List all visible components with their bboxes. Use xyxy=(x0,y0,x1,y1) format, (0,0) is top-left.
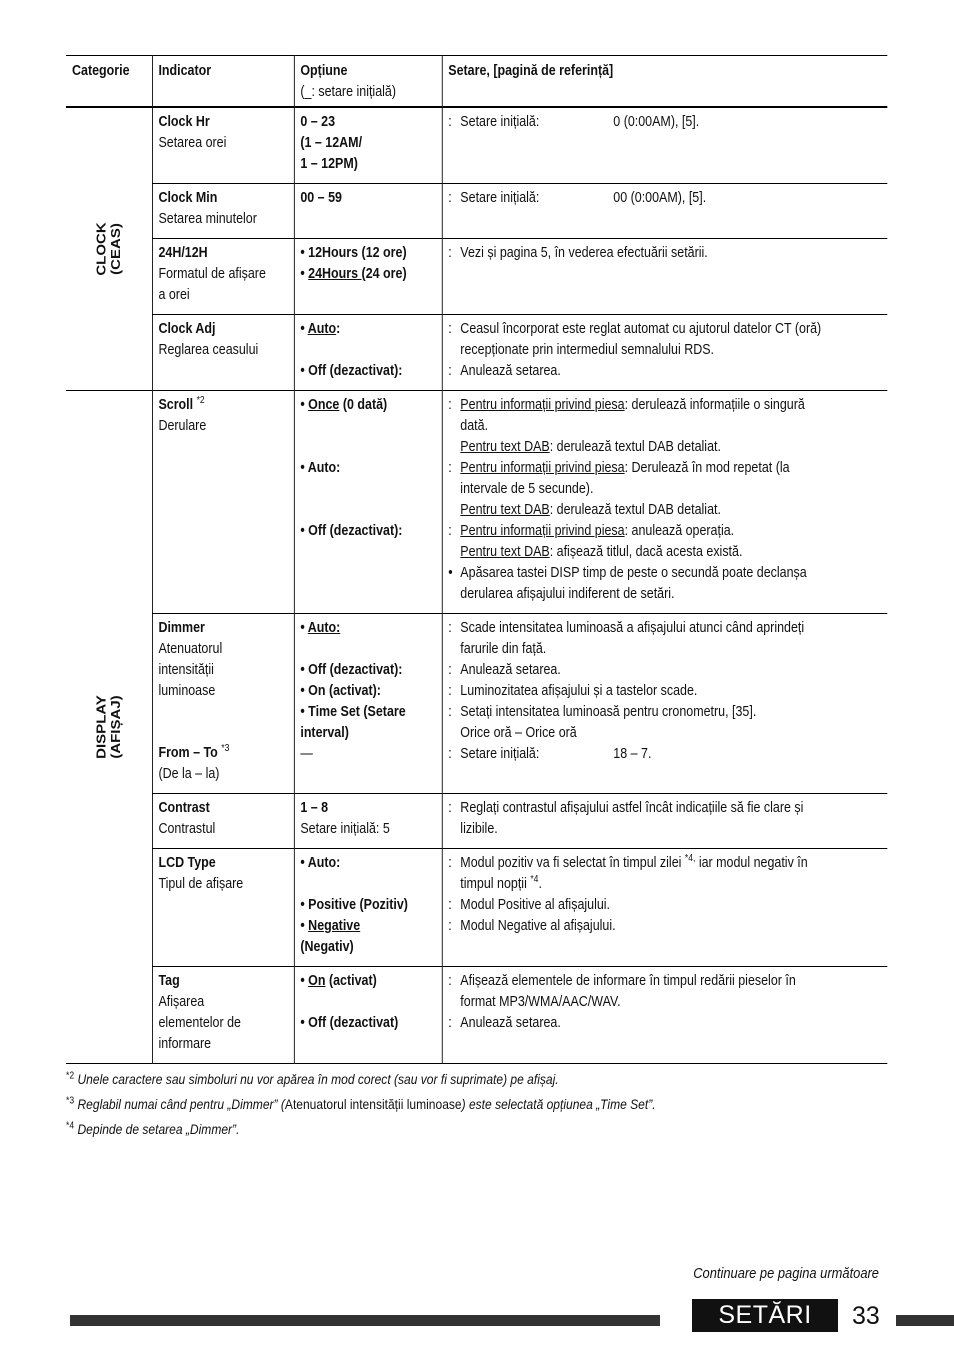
setting-text: intervale de 5 secunde). xyxy=(460,481,594,497)
setting-contrast: : Reglați contrastul afișajului astfel încât indicațiile să fie clare și lizibile. xyxy=(442,794,887,849)
setting-text: Anulează setarea. xyxy=(460,1015,561,1031)
footer-bar-right xyxy=(896,1315,954,1326)
option-dimmer: • Auto: • Off (dezactivat): • On (activat): • Time Set (Setare interval) — xyxy=(294,614,442,794)
option-lcd-type: • Auto: • Positive (Pozitiv) • Negative (Negativ) xyxy=(294,849,442,967)
indicator-lcd-type xyxy=(152,849,294,967)
footnote-ref: *4 xyxy=(530,874,539,886)
option-suffix: : xyxy=(336,321,341,337)
footnote-text: Atenuatorul intensității luminoase xyxy=(284,1096,462,1112)
table-header-row xyxy=(66,56,887,108)
setting-text: Anulează setarea. xyxy=(460,363,561,379)
indicator-tag xyxy=(152,967,294,1064)
option-line: 00 – 59 xyxy=(300,190,342,206)
category-clock xyxy=(66,107,152,391)
option-auto: Auto: xyxy=(307,855,341,871)
footnote-mark: *2 xyxy=(66,1070,75,1082)
setting-text: Modul pozitiv va fi selectat în timpul zilei xyxy=(460,855,685,871)
indicator-clock-hr xyxy=(152,107,294,184)
option-scroll: • Once (0 dată) • Auto: • Off (dezactivat): xyxy=(294,391,442,614)
category-clock-line2: (CEAS) xyxy=(108,223,124,275)
option-clock-hr xyxy=(294,107,442,184)
option-off: Off (dezactivat): xyxy=(308,662,403,678)
table-row-clock-hr xyxy=(66,107,887,184)
setting-text: : afișează titlul, dacă acesta există. xyxy=(549,544,743,560)
setting-value: 18 – 7. xyxy=(613,746,652,762)
category-display-line1: DISPLAY xyxy=(94,695,109,759)
setting-24h: : Vezi și pagina 5, în vederea efectuării setării. xyxy=(442,239,887,315)
label-dab: Pentru text DAB xyxy=(460,502,550,518)
option-suffix: (0 dată) xyxy=(339,397,388,413)
option-tag: • On (activat) • Off (dezactivat) xyxy=(294,967,442,1064)
setting-text: . xyxy=(538,876,542,892)
indicator-title: Clock Hr xyxy=(158,114,210,130)
footnote-ref: *3 xyxy=(221,743,230,755)
option-line: 1 – 12PM) xyxy=(300,156,358,172)
option-auto: Auto xyxy=(307,321,337,337)
setting-text: farurile din față. xyxy=(460,641,547,657)
footer-bar-left xyxy=(70,1315,660,1326)
setting-clock-min: : Setare inițială: 00 (0:00AM), [5]. xyxy=(442,184,887,239)
continue-note: Continuare pe pagina următoare xyxy=(693,1265,879,1282)
footnote-text: Reglabil numai când pentru „Dimmer” ( xyxy=(77,1096,285,1112)
setting-text: recepționate prin intermediul semnalului RDS. xyxy=(460,342,714,358)
option-contrast xyxy=(294,794,442,849)
option-off: Off (dezactivat) xyxy=(308,1015,399,1031)
label-piesa: Pentru informații privind piesa xyxy=(460,523,625,539)
setting-text: Luminozitatea afișajului și a tastelor scade. xyxy=(460,683,698,699)
setting-text: : derulează informațiile o singură xyxy=(624,397,805,413)
category-clock-label xyxy=(94,222,123,275)
option-on: On (activat): xyxy=(308,683,381,699)
header-indicator: Indicator xyxy=(152,56,294,108)
indicator-24h xyxy=(152,239,294,315)
header-setare: Setare, [pagină de referință] xyxy=(442,56,887,108)
category-display xyxy=(66,391,152,1064)
table-row-clock-adj xyxy=(66,315,887,391)
setting-text: Reglați contrastul afișajului astfel încât indicațiile să fie clare și xyxy=(460,800,804,816)
footnote-ref: *2 xyxy=(196,395,205,407)
setting-text: Afișează elementele de informare în timpul redării pieselor în xyxy=(460,973,796,989)
setting-text: format MP3/WMA/AAC/WAV. xyxy=(460,994,621,1010)
indicator-subtitle: Setarea minutelor xyxy=(158,211,257,227)
setting-clock-adj: : Ceasul încorporat este reglat automat cu ajutorul datelor CT (oră) recepționate prin intermediul semnalului RDS. : Anulează setarea. xyxy=(442,315,887,391)
setting-text: : derulează textul DAB detaliat. xyxy=(549,502,721,518)
setting-text: : derulează textul DAB detaliat. xyxy=(549,439,721,455)
indicator-subtitle: Afișarea xyxy=(158,994,205,1010)
option-line: (1 – 12AM/ xyxy=(300,135,363,151)
table-row-tag xyxy=(66,967,887,1064)
indicator-fromto: From – To xyxy=(158,745,218,761)
indicator-subtitle: informare xyxy=(158,1036,212,1052)
indicator-subtitle: Formatul de afișare xyxy=(158,266,266,282)
option-positive: Positive (Pozitiv) xyxy=(308,897,408,913)
setting-text: timpul nopții xyxy=(460,876,531,892)
header-categorie: Categorie xyxy=(66,56,152,108)
setting-text: derularea afișajului indiferent de setări. xyxy=(460,586,675,602)
option-negative-note: (Negativ) xyxy=(300,939,354,955)
indicator-title: Clock Adj xyxy=(158,321,216,337)
option-12hours: 12Hours (12 ore) xyxy=(308,245,407,261)
setting-text: Anulează setarea. xyxy=(460,662,561,678)
setting-dimmer: : Scade intensitatea luminoasă a afișajului atunci când aprindeți farurile din față. : Anulează setarea. : Luminozitatea afișajului și a tastelor scade. : Setați intensitatea luminoasă pentru cronometru, [35]. Orice oră – Orice oră : Setare inițială: 18 – 7. xyxy=(442,614,887,794)
option-dash: — xyxy=(300,746,313,762)
setting-text: : anulează operația. xyxy=(624,523,735,539)
setting-value: 0 (0:00AM), [5]. xyxy=(613,114,700,130)
indicator-title: Dimmer xyxy=(158,620,205,636)
option-range: 1 – 8 xyxy=(300,800,329,816)
indicator-subtitle: a orei xyxy=(158,287,190,303)
option-off: Off (dezactivat): xyxy=(308,523,403,539)
indicator-subtitle: Reglarea ceasului xyxy=(158,342,259,358)
setting-text: Vezi și pagina 5, în vederea efectuării setării. xyxy=(460,245,708,261)
indicator-title: Tag xyxy=(158,973,180,989)
setting-text: Ceasul încorporat este reglat automat cu ajutorul datelor CT (oră) xyxy=(460,321,822,337)
setting-lcd-type: : Modul pozitiv va fi selectat în timpul zilei $^{*4,}$ iar modul negativ în timpul nopții $^{*4}$. : Modul Positive al afișajului. : Modul Negative al afișajului. xyxy=(442,849,887,967)
option-auto: Auto: xyxy=(307,460,341,476)
setting-text: Apăsarea tastei DISP timp de peste o secundă poate declanșa xyxy=(460,565,807,581)
header-optiune xyxy=(294,56,442,108)
indicator-title: LCD Type xyxy=(158,855,216,871)
footnote-4 xyxy=(66,1117,656,1142)
setting-text: Setați intensitatea luminoasă pentru cronometru, [35]. xyxy=(460,704,757,720)
indicator-subtitle: luminoase xyxy=(158,683,216,699)
option-suffix: (activat) xyxy=(325,973,377,989)
indicator-scroll xyxy=(152,391,294,614)
label-piesa: Pentru informații privind piesa xyxy=(460,397,625,413)
indicator-subtitle: (De la – la) xyxy=(158,766,220,782)
option-initial: Setare inițială: 5 xyxy=(300,821,390,837)
table-row-dimmer xyxy=(66,614,887,794)
setting-text: : Derulează în mod repetat (la xyxy=(624,460,790,476)
option-line: 0 – 23 xyxy=(300,114,336,130)
indicator-clock-adj xyxy=(152,315,294,391)
footnote-2 xyxy=(66,1067,656,1092)
footnote-text: ) este selectată opțiunea „Time Set”. xyxy=(461,1096,656,1112)
option-clock-adj: • Auto: • Off (dezactivat): xyxy=(294,315,442,391)
label-dab: Pentru text DAB xyxy=(460,544,550,560)
option-time-set: Time Set (Setare xyxy=(308,704,406,720)
indicator-subtitle: Tipul de afișare xyxy=(158,876,244,892)
indicator-dimmer xyxy=(152,614,294,794)
setting-clock-hr: : Setare inițială: 0 (0:00AM), [5]. xyxy=(442,107,887,184)
indicator-subtitle: Setarea orei xyxy=(158,135,227,151)
option-clock-min xyxy=(294,184,442,239)
footnote-3 xyxy=(66,1092,656,1117)
indicator-clock-min xyxy=(152,184,294,239)
setting-text: Orice oră – Orice oră xyxy=(460,725,577,741)
category-clock-line1: CLOCK xyxy=(94,222,109,276)
category-display-label xyxy=(94,695,123,759)
page-number: 33 xyxy=(852,1302,880,1330)
indicator-contrast xyxy=(152,794,294,849)
option-auto: Auto: xyxy=(307,620,341,636)
setting-value: 00 (0:00AM), [5]. xyxy=(613,190,707,206)
indicator-subtitle: Atenuatorul xyxy=(158,641,223,657)
indicator-subtitle: intensității xyxy=(158,662,214,678)
table-row-24h xyxy=(66,239,887,315)
setting-scroll: : Pentru informații privind piesa: derulează informațiile o singură dată. Pentru text DAB: derulează textul DAB detaliat. : Pentru informații privind piesa: Derulează în mod repetat (la intervale de 5 secunde). Pentru text DAB: derulează textul DAB detaliat. : Pentru informații privind piesa: anulează operația. Pentru text DAB: afișează titlul, dacă acesta există. • Apăsarea tastei DISP timp de peste o secundă poate declanșa derularea afișajului indiferent de setări. xyxy=(442,391,887,614)
option-24h: • 12Hours (12 ore) • 24Hours (24 ore) xyxy=(294,239,442,315)
indicator-title: Contrast xyxy=(158,800,210,816)
table-row-clock-min xyxy=(66,184,887,239)
indicator-title: 24H/12H xyxy=(158,245,208,261)
option-24hours: 24Hours xyxy=(308,266,362,282)
section-title: SETĂRI xyxy=(692,1299,838,1332)
footnote-mark: *4 xyxy=(66,1120,75,1132)
option-time-set-cont: interval) xyxy=(300,725,349,741)
option-once: Once xyxy=(308,397,340,413)
table-row-scroll xyxy=(66,391,887,614)
indicator-title: Scroll xyxy=(158,397,194,413)
setting-text: Modul Negative al afișajului. xyxy=(460,918,616,934)
table-row-lcd-type xyxy=(66,849,887,967)
option-on: On xyxy=(308,973,326,989)
setting-text: iar modul negativ în xyxy=(695,855,808,871)
setting-text: lizibile. xyxy=(460,821,498,837)
setting-label: Setare inițială: xyxy=(460,114,540,130)
footnote-ref: *4, xyxy=(684,853,696,865)
setting-text: dată. xyxy=(460,418,489,434)
footnote-text: Unele caractere sau simboluri nu vor apărea în mod corect (sau vor fi suprimate) pe afișaj. xyxy=(77,1071,559,1087)
footnote-text: Depinde de setarea „Dimmer”. xyxy=(77,1121,240,1137)
indicator-subtitle: Contrastul xyxy=(158,821,216,837)
setting-text: Modul Positive al afișajului. xyxy=(460,897,611,913)
setting-tag: : Afișează elementele de informare în timpul redării pieselor în format MP3/WMA/AAC/WAV. : Anulează setarea. xyxy=(442,967,887,1064)
option-off: Off (dezactivat): xyxy=(308,363,403,379)
footnote-mark: *3 xyxy=(66,1095,75,1107)
setting-label: Setare inițială: xyxy=(460,190,540,206)
table-row-contrast xyxy=(66,794,887,849)
option-24hours-note: (24 ore) xyxy=(361,266,407,282)
option-negative: Negative xyxy=(308,918,361,934)
label-dab: Pentru text DAB xyxy=(460,439,550,455)
header-optiune-note: (_: setare inițială) xyxy=(300,84,396,100)
label-piesa: Pentru informații privind piesa xyxy=(460,460,625,476)
setting-text: Scade intensitatea luminoasă a afișajului atunci când aprindeți xyxy=(460,620,805,636)
indicator-title: Clock Min xyxy=(158,190,218,206)
setting-label: Setare inițială: xyxy=(460,746,540,762)
indicator-subtitle: Derulare xyxy=(158,418,207,434)
settings-table xyxy=(66,55,822,1064)
category-display-line2: (AFIȘAJ) xyxy=(108,695,124,759)
header-optiune-label: Opțiune xyxy=(300,63,348,79)
indicator-subtitle: elementelor de xyxy=(158,1015,241,1031)
footnotes xyxy=(66,1067,656,1142)
